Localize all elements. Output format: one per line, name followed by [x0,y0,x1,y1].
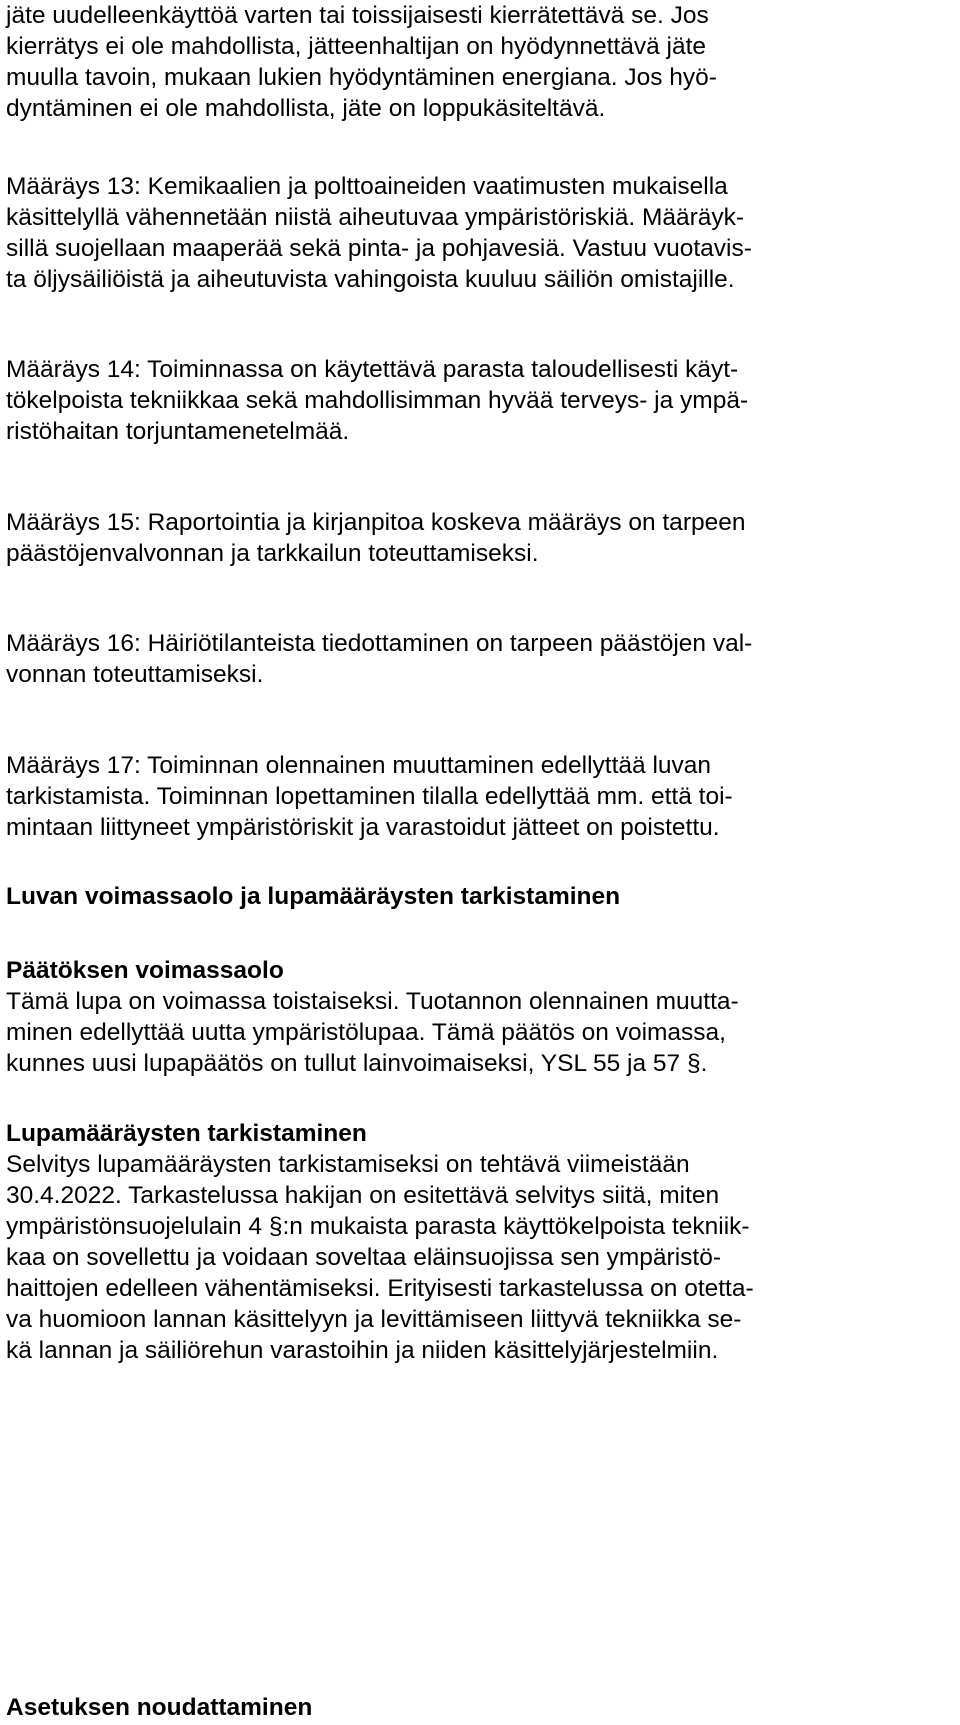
text-line: ympäristönsuojelulain 4 §:n mukaista parasta käyttökelpoista tekniik- [6,1213,750,1240]
subsection-heading: Lupamääräysten tarkistaminen [6,1120,367,1147]
paragraph-maarays-15 [6,507,954,569]
section-voimassaolo [6,955,954,1079]
text-line: jäte uudelleenkäyttöä varten tai toissijaisesti kierrätettävä se. Jos [6,2,709,29]
section-heading-main [6,881,954,912]
section-tarkistaminen [6,1118,954,1366]
text-line: va huomioon lannan käsittelyyn ja levittämiseen liittyvä tekniikka se- [6,1306,742,1333]
text-line: muulla tavoin, mukaan lukien hyödyntäminen energiana. Jos hyö- [6,64,717,91]
text-line: Selvitys lupamääräysten tarkistamiseksi on tehtävä viimeistään [6,1151,690,1178]
text-line: ristöhaitan torjuntamenetelmää. [6,418,350,445]
paragraph-waste-hierarchy [6,0,954,124]
paragraph-maarays-16 [6,628,954,690]
paragraph-maarays-17 [6,750,954,843]
text-line: dyntäminen ei ole mahdollista, jäte on loppukäsiteltävä. [6,95,606,122]
text-line: kä lannan ja säiliörehun varastoihin ja niiden käsittelyjärjestelmiin. [6,1337,719,1364]
text-line: tökelpoista tekniikkaa sekä mahdollisimman hyvää terveys- ja ympä- [6,387,749,414]
paragraph-maarays-14 [6,354,954,447]
text-line: Määräys 15: Raportointia ja kirjanpitoa koskeva määräys on tarpeen [6,509,746,536]
text-line: Määräys 16: Häiriötilanteista tiedottaminen on tarpeen päästöjen val- [6,630,753,657]
text-line: kaa on sovellettu ja voidaan soveltaa eläinsuojissa sen ympäristö- [6,1244,721,1271]
text-line: kunnes uusi lupapäätös on tullut lainvoimaiseksi, YSL 55 ja 57 §. [6,1050,708,1077]
text-line: sillä suojellaan maaperää sekä pinta- ja pohjavesiä. Vastuu vuotavis- [6,235,752,262]
section-heading-asetus [6,1692,954,1723]
text-line: 30.4.2022. Tarkastelussa hakijan on esitettävä selvitys siitä, miten [6,1182,720,1209]
text-line: kierrätys ei ole mahdollista, jätteenhaltijan on hyödynnettävä jäte [6,33,707,60]
text-line: vonnan toteuttamiseksi. [6,661,264,688]
section-heading: Luvan voimassaolo ja lupamääräysten tarkistaminen [6,883,621,910]
text-line: Määräys 17: Toiminnan olennainen muuttaminen edellyttää luvan [6,752,712,779]
text-line: ta öljysäiliöistä ja aiheutuvista vahingoista kuuluu säiliön omistajille. [6,266,735,293]
text-line: Määräys 13: Kemikaalien ja polttoaineiden vaatimusten mukaisella [6,173,728,200]
text-line: haittojen edelleen vähentämiseksi. Erityisesti tarkastelussa on otetta- [6,1275,754,1302]
section-heading: Asetuksen noudattaminen [6,1694,313,1721]
text-line: mintaan liittyneet ympäristöriskit ja varastoidut jätteet on poistettu. [6,814,720,841]
paragraph-maarays-13 [6,171,954,295]
text-line: käsittelyllä vähennetään niistä aiheutuvaa ympäristöriskiä. Määräyk- [6,204,745,231]
subsection-heading: Päätöksen voimassaolo [6,957,284,984]
text-line: minen edellyttää uutta ympäristölupaa. Tämä päätös on voimassa, [6,1019,726,1046]
text-line: päästöjenvalvonnan ja tarkkailun toteuttamiseksi. [6,540,539,567]
text-line: tarkistamista. Toiminnan lopettaminen tilalla edellyttää mm. että toi- [6,783,733,810]
text-line: Tämä lupa on voimassa toistaiseksi. Tuotannon olennainen muutta- [6,988,739,1015]
text-line: Määräys 14: Toiminnassa on käytettävä parasta taloudellisesti käyt- [6,356,739,383]
